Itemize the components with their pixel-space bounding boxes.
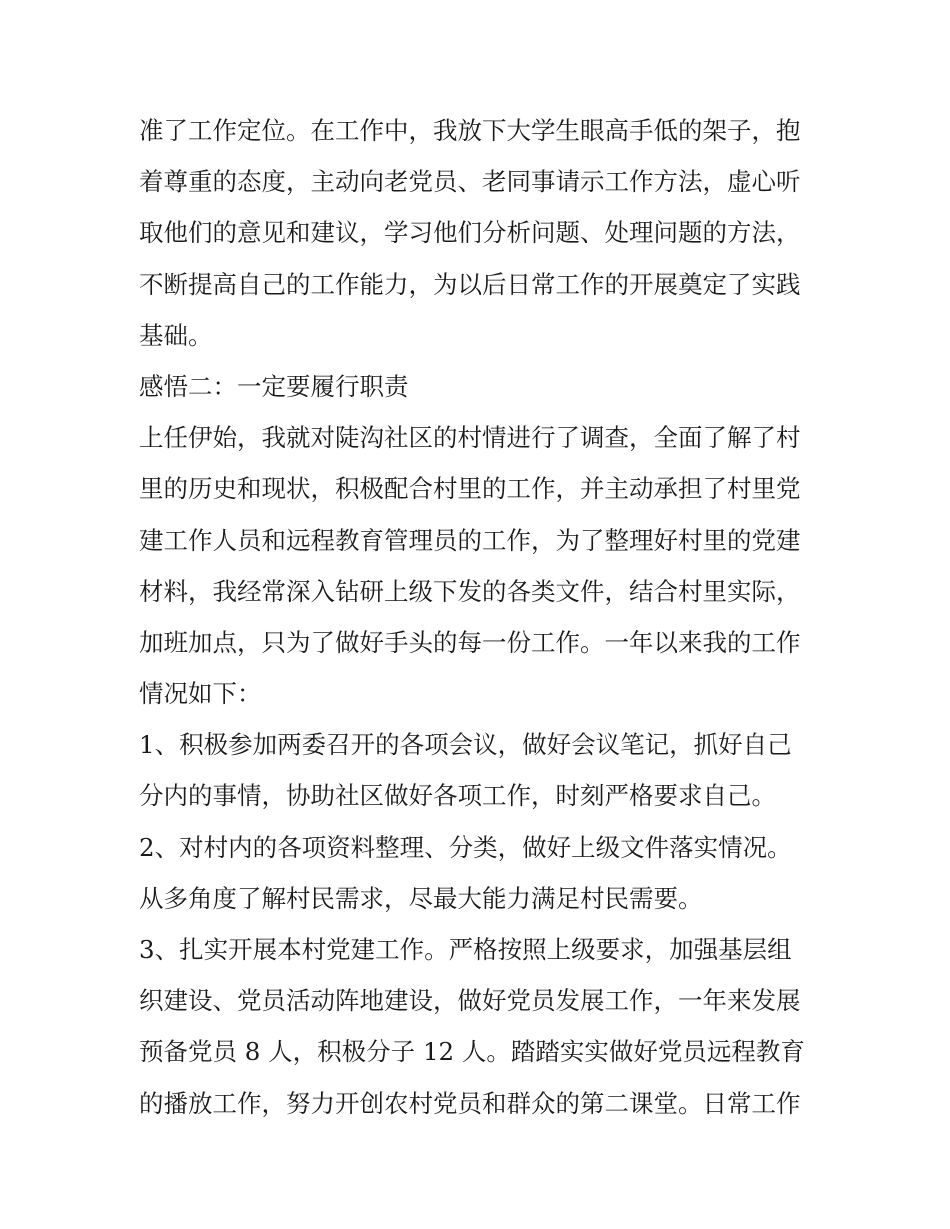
body-text (139, 105, 829, 1129)
text-line: 情况如下： (139, 679, 262, 709)
text-line: 的播放工作，努力开创农村党员和群众的第二课堂。日常工作 (139, 1088, 801, 1118)
text-line: 着尊重的态度，主动向老党员、老同事请示工作方法，虚心听 (139, 167, 801, 197)
list-item-3: 3、扎实开展本村党建工作。严格按照上级要求，加强基层组 (139, 935, 792, 964)
text-line: 从多角度了解村民需求，尽最大能力满足村民需要。 (139, 883, 703, 913)
text-line: 取他们的意见和建议，学习他们分析问题、处理问题的方法， (139, 218, 801, 248)
text-line: 分内的事情，协助社区做好各项工作，时刻严格要求自己。 (139, 781, 776, 811)
text-line: 准了工作定位。在工作中，我放下大学生眼高手低的架子，抱 (139, 116, 801, 145)
text-line: 不断提高自己的工作能力，为以后日常工作的开展奠定了实践 (139, 269, 801, 299)
text-line: 预备党员 8 人，积极分子 12 人。踏踏实实做好党员远程教育 (139, 1037, 805, 1067)
text-line: 加班加点，只为了做好手头的每一份工作。一年以来我的工作 (139, 627, 801, 657)
section-heading: 感悟二：一定要履行职责 (139, 371, 409, 401)
text-line: 上任伊始，我就对陡沟社区的村情进行了调查，全面了解了村 (139, 423, 801, 453)
list-item-2: 2、对村内的各项资料整理、分类，做好上级文件落实情况。 (139, 832, 792, 862)
text-line: 材料，我经常深入钻研上级下发的各类文件，结合村里实际， (139, 576, 801, 606)
text-line: 里的历史和现状，积极配合村里的工作，并主动承担了村里党 (139, 474, 801, 504)
text-line: 基础。 (139, 320, 213, 350)
text-line: 建工作人员和远程教育管理员的工作，为了整理好村里的党建 (139, 525, 801, 555)
text-line: 织建设、党员活动阵地建设，做好党员发展工作，一年来发展 (139, 986, 801, 1016)
list-item-1: 1、积极参加两委召开的各项会议，做好会议笔记，抓好自己 (139, 730, 792, 760)
